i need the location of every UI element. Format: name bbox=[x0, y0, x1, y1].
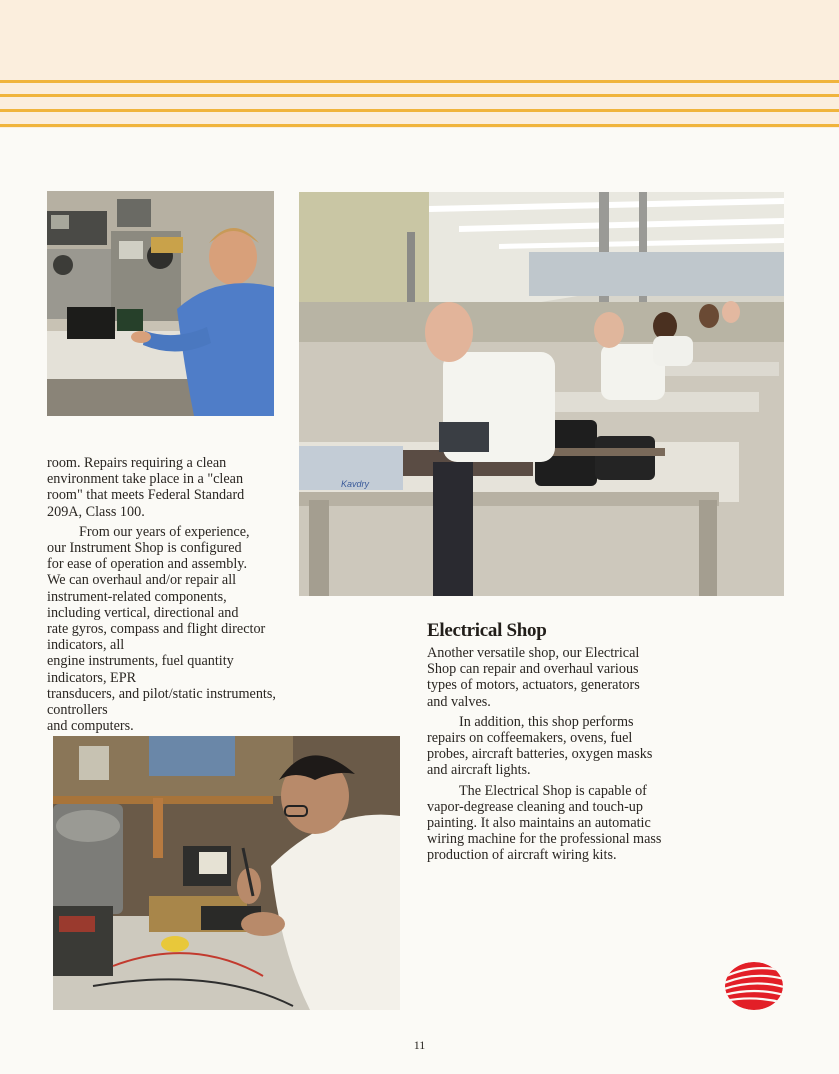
electrical-repair-photo bbox=[53, 736, 400, 1010]
technician-instrument-icon bbox=[47, 191, 274, 416]
header-stripe-1 bbox=[0, 80, 839, 83]
instrument-shop-text-upper bbox=[47, 455, 277, 734]
instrument-workbench-photo bbox=[47, 191, 274, 416]
header-stripe-3 bbox=[0, 109, 839, 112]
striped-globe-logo-icon bbox=[724, 961, 784, 1011]
page-number: 11 bbox=[413, 1038, 426, 1052]
electrical-shop-paragraph-3: The Electrical Shop is capable of vapor-degrease cleaning and touch-up painting. It also maintains an automatic wiring machine for the professional mass production of aircraft wiring kits. bbox=[427, 782, 662, 864]
header-stripe-4 bbox=[0, 124, 839, 127]
electrical-shop-paragraph-2: In addition, this shop performs repairs on coffeemakers, ovens, fuel probes, aircraft batteries, oxygen masks and aircraft lights. bbox=[427, 713, 653, 779]
company-logo bbox=[724, 961, 784, 1011]
electrical-shop-heading: Electrical Shop bbox=[427, 620, 547, 641]
electrical-shop-paragraph-1: Another versatile shop, our Electrical Shop can repair and overhaul various types of motors, actuators, generators and valves. bbox=[427, 645, 640, 710]
experience-paragraph-head: From our years of experience, our Instrument Shop is configured for ease of operation and assembly. We can overhaul and/or repair all instrument-related components, including vertical, directional and rate gyros, compass and flight director indicators, all engine instruments, fuel quantity indicators, EPR transducers, and pilot/static instruments, controllers and computers. bbox=[47, 523, 276, 735]
header-stripe-2 bbox=[0, 94, 839, 97]
electrical-shop-section bbox=[427, 620, 662, 864]
kavdry-box-label: Kavdry bbox=[341, 479, 370, 489]
soldering-technician-icon bbox=[53, 736, 400, 1010]
clean-room-paragraph: room. Repairs requiring a clean environment take place in a "clean room" that meets Federal Standard 209A, Class 100. bbox=[47, 455, 245, 520]
instrument-shop-room-photo bbox=[299, 192, 784, 596]
workshop-room-icon bbox=[299, 192, 784, 596]
